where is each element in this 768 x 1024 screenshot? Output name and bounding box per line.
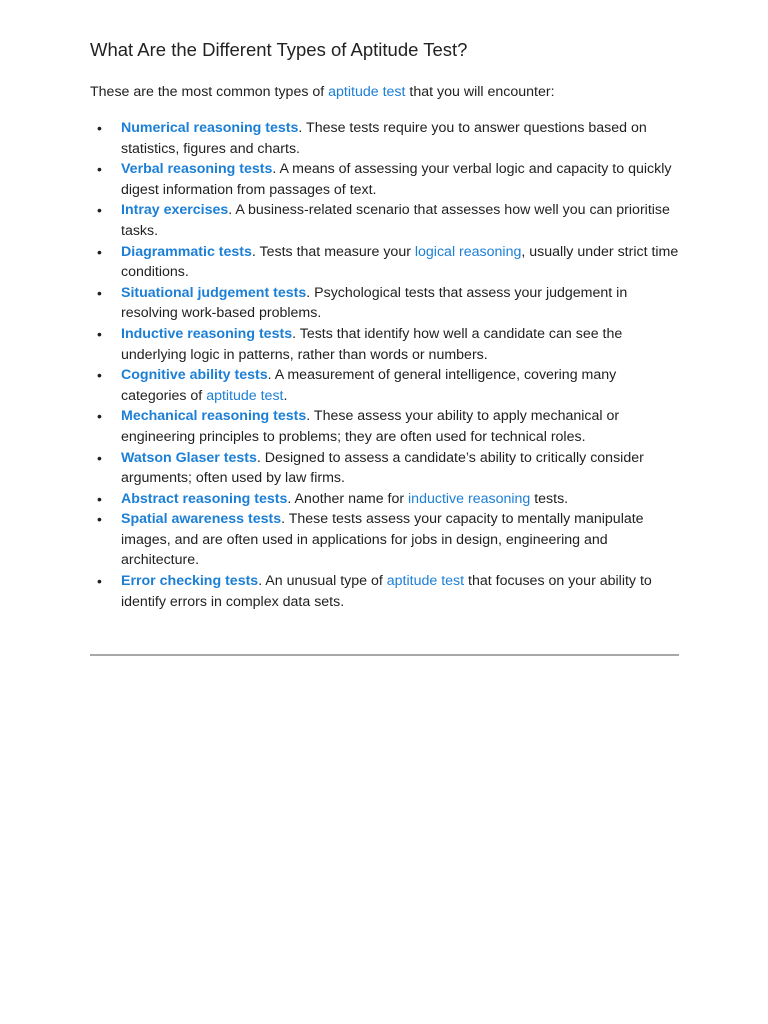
list-item-diagrammatic: [90, 242, 680, 283]
list-item-description: . Tests that measure your: [251, 243, 415, 260]
aptitude-test-link[interactable]: aptitude test: [386, 573, 465, 590]
list-item-inductive-reasoning: [90, 324, 680, 365]
bullet-icon: •: [97, 161, 102, 178]
logical-reasoning-link[interactable]: logical reasoning: [414, 243, 522, 260]
bullet-icon: •: [97, 325, 102, 342]
list-item-description-end: , usually under strict time conditions.: [121, 243, 679, 281]
error-checking-link[interactable]: Error checking tests: [121, 573, 259, 590]
list-item-situational-judgement: [90, 283, 680, 324]
list-item-description: . Psychological tests that assess your judgement in resolving work-based problems.: [121, 284, 628, 322]
bullet-icon: •: [97, 284, 102, 301]
watson-glaser-link[interactable]: Watson Glaser tests: [121, 449, 257, 466]
list-item-watson-glaser: [90, 448, 680, 489]
bullet-icon: •: [97, 490, 102, 507]
page-title: What Are the Different Types of Aptitude Test?: [90, 39, 468, 60]
intro-paragraph: [90, 82, 680, 102]
list-item-description-end: .: [283, 387, 288, 404]
bullet-icon: •: [97, 449, 102, 466]
intro-text-before: These are the most common types of: [90, 84, 329, 100]
numerical-reasoning-link[interactable]: Numerical reasoning tests: [121, 120, 299, 136]
bullet-icon: •: [97, 408, 102, 425]
list-item-description: . These assess your ability to apply mechanical or engineering principles to problems; they are often used for technical roles.: [121, 408, 620, 445]
list-item-mechanical-reasoning: [90, 406, 680, 447]
list-item-description: . These tests require you to answer questions based on statistics, figures and charts.: [121, 120, 647, 157]
list-item-numerical-reasoning: [90, 118, 680, 159]
list-item-description: . Designed to assess a candidate’s ability to critically consider arguments; often used by law firms.: [121, 449, 644, 487]
diagrammatic-tests-link[interactable]: Diagrammatic tests: [121, 243, 252, 260]
list-item-description: . These tests assess your capacity to mentally manipulate images, and are often used in applications for jobs in design, engineering and architecture.: [121, 511, 644, 569]
inductive-reasoning-link[interactable]: inductive reasoning: [408, 490, 531, 507]
list-item-description: . A business-related scenario that assesses how well you can prioritise tasks.: [121, 202, 670, 239]
intro-text-after: that you will encounter:: [405, 84, 555, 100]
bullet-icon: •: [97, 367, 102, 384]
abstract-reasoning-link[interactable]: Abstract reasoning tests: [121, 490, 288, 507]
bullet-icon: •: [97, 202, 102, 219]
list-item-cognitive-ability: [90, 365, 680, 406]
aptitude-test-link[interactable]: aptitude test: [206, 387, 284, 404]
bullet-icon: •: [97, 573, 102, 590]
test-types-list: [90, 118, 680, 612]
bullet-icon: •: [97, 120, 102, 136]
list-item-error-checking: [90, 571, 680, 612]
list-item-verbal-reasoning: [90, 159, 680, 200]
list-item-description: . Tests that identify how well a candidate can see the underlying logic in patterns, rather than words or numbers.: [121, 325, 623, 363]
bullet-icon: •: [97, 511, 102, 528]
list-item-description-end: that focuses on your ability to identify errors in complex data sets.: [121, 573, 652, 610]
list-item-intray-exercises: [90, 200, 680, 241]
list-item-spatial-awareness: [90, 509, 680, 571]
aptitude-test-link[interactable]: aptitude test: [328, 84, 406, 100]
situational-judgement-link[interactable]: Situational judgement tests: [121, 284, 307, 301]
list-item-description: . A means of assessing your verbal logic and capacity to quickly digest information from passages of text.: [121, 161, 672, 198]
list-item-description-end: tests.: [530, 490, 569, 507]
list-item-description: . An unusual type of: [258, 573, 387, 590]
spatial-awareness-link[interactable]: Spatial awareness tests: [121, 511, 282, 528]
document-body: [90, 36, 680, 612]
intray-exercises-link[interactable]: Intray exercises: [121, 202, 229, 219]
list-item-abstract-reasoning: [90, 489, 680, 510]
list-item-description: . Another name for: [287, 490, 409, 507]
cognitive-ability-link[interactable]: Cognitive ability tests: [121, 367, 268, 384]
mechanical-reasoning-link[interactable]: Mechanical reasoning tests: [121, 408, 307, 425]
list-item-description: . A measurement of general intelligence, covering many categories of: [121, 367, 617, 404]
bullet-icon: •: [97, 243, 102, 260]
section-divider: [90, 654, 679, 656]
inductive-reasoning-tests-link[interactable]: Inductive reasoning tests: [121, 325, 293, 342]
verbal-reasoning-link[interactable]: Verbal reasoning tests: [121, 161, 273, 178]
